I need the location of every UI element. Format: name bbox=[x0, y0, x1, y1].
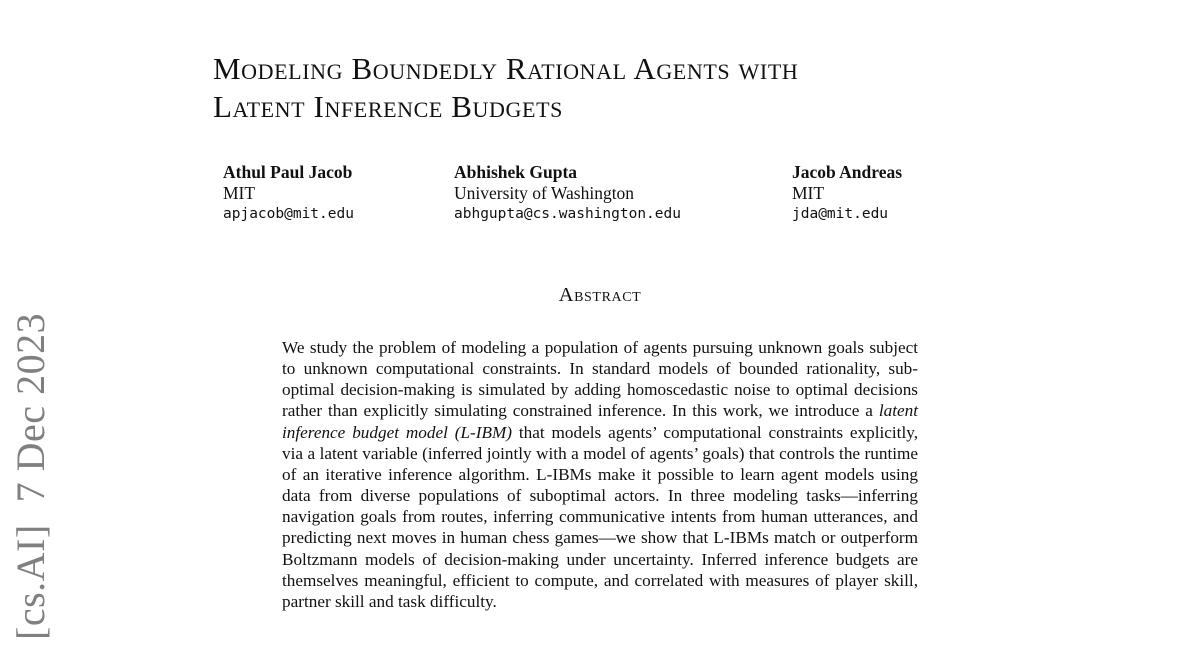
paper-title bbox=[213, 50, 1033, 126]
author-name: Athul Paul Jacob bbox=[223, 162, 353, 182]
author-affiliation: MIT bbox=[223, 183, 256, 203]
arxiv-identifier-stamp bbox=[6, 313, 56, 640]
author-name: Jacob Andreas bbox=[792, 162, 903, 182]
paper-title-line-1: Modeling Boundedly Rational Agents with bbox=[213, 51, 799, 86]
abstract-text-part-2: that models agents’ computational constraints explicitly, via a latent variable (inferred jointly with a model of agents’ goals) that controls the runtime of an iterative inference algorithm. L-IBMs make it possible to learn agent models using data from diverse populations of suboptimal actors. In three modeling tasks—inferring navigation goals from routes, inferring communicative intents from human utterances, and predicting next moves in human chess games—we show that L-IBMs match or outperform Boltzmann models of decision-making under uncertainty. Inferred inference budgets are themselves meaningful, efficient to compute, and correlated with measures of player skill, partner skill and task difficulty. bbox=[282, 422, 918, 611]
author-email: jda@mit.edu bbox=[792, 206, 889, 222]
author-affiliation: University of Washington bbox=[454, 183, 635, 203]
arxiv-category: [cs.AI] bbox=[8, 524, 53, 640]
abstract-heading: Abstract bbox=[558, 284, 642, 306]
author-email: apjacob@mit.edu bbox=[223, 206, 354, 222]
author-email: abhgupta@cs.washington.edu bbox=[454, 206, 681, 222]
paper-title-line-2: Latent Inference Budgets bbox=[213, 89, 563, 124]
author-block-1 bbox=[223, 162, 354, 225]
author-block-2 bbox=[454, 162, 681, 225]
arxiv-date: 7 Dec 2023 bbox=[8, 312, 53, 503]
abstract-emphasis: latent inference budget model (L-IBM) bbox=[282, 401, 918, 442]
author-name: Abhishek Gupta bbox=[454, 162, 578, 182]
author-block-3 bbox=[792, 162, 902, 225]
author-affiliation: MIT bbox=[792, 183, 825, 203]
abstract-body bbox=[282, 337, 918, 612]
abstract-text-part-1: We study the problem of modeling a population of agents pursuing unknown goals subject to unknown computational constraints. In standard models of bounded rationality, sub-optimal decision-making is simulated by adding homoscedastic noise to optimal decisions rather than explicitly simulating constrained inference. In this work, we introduce a bbox=[282, 338, 918, 421]
